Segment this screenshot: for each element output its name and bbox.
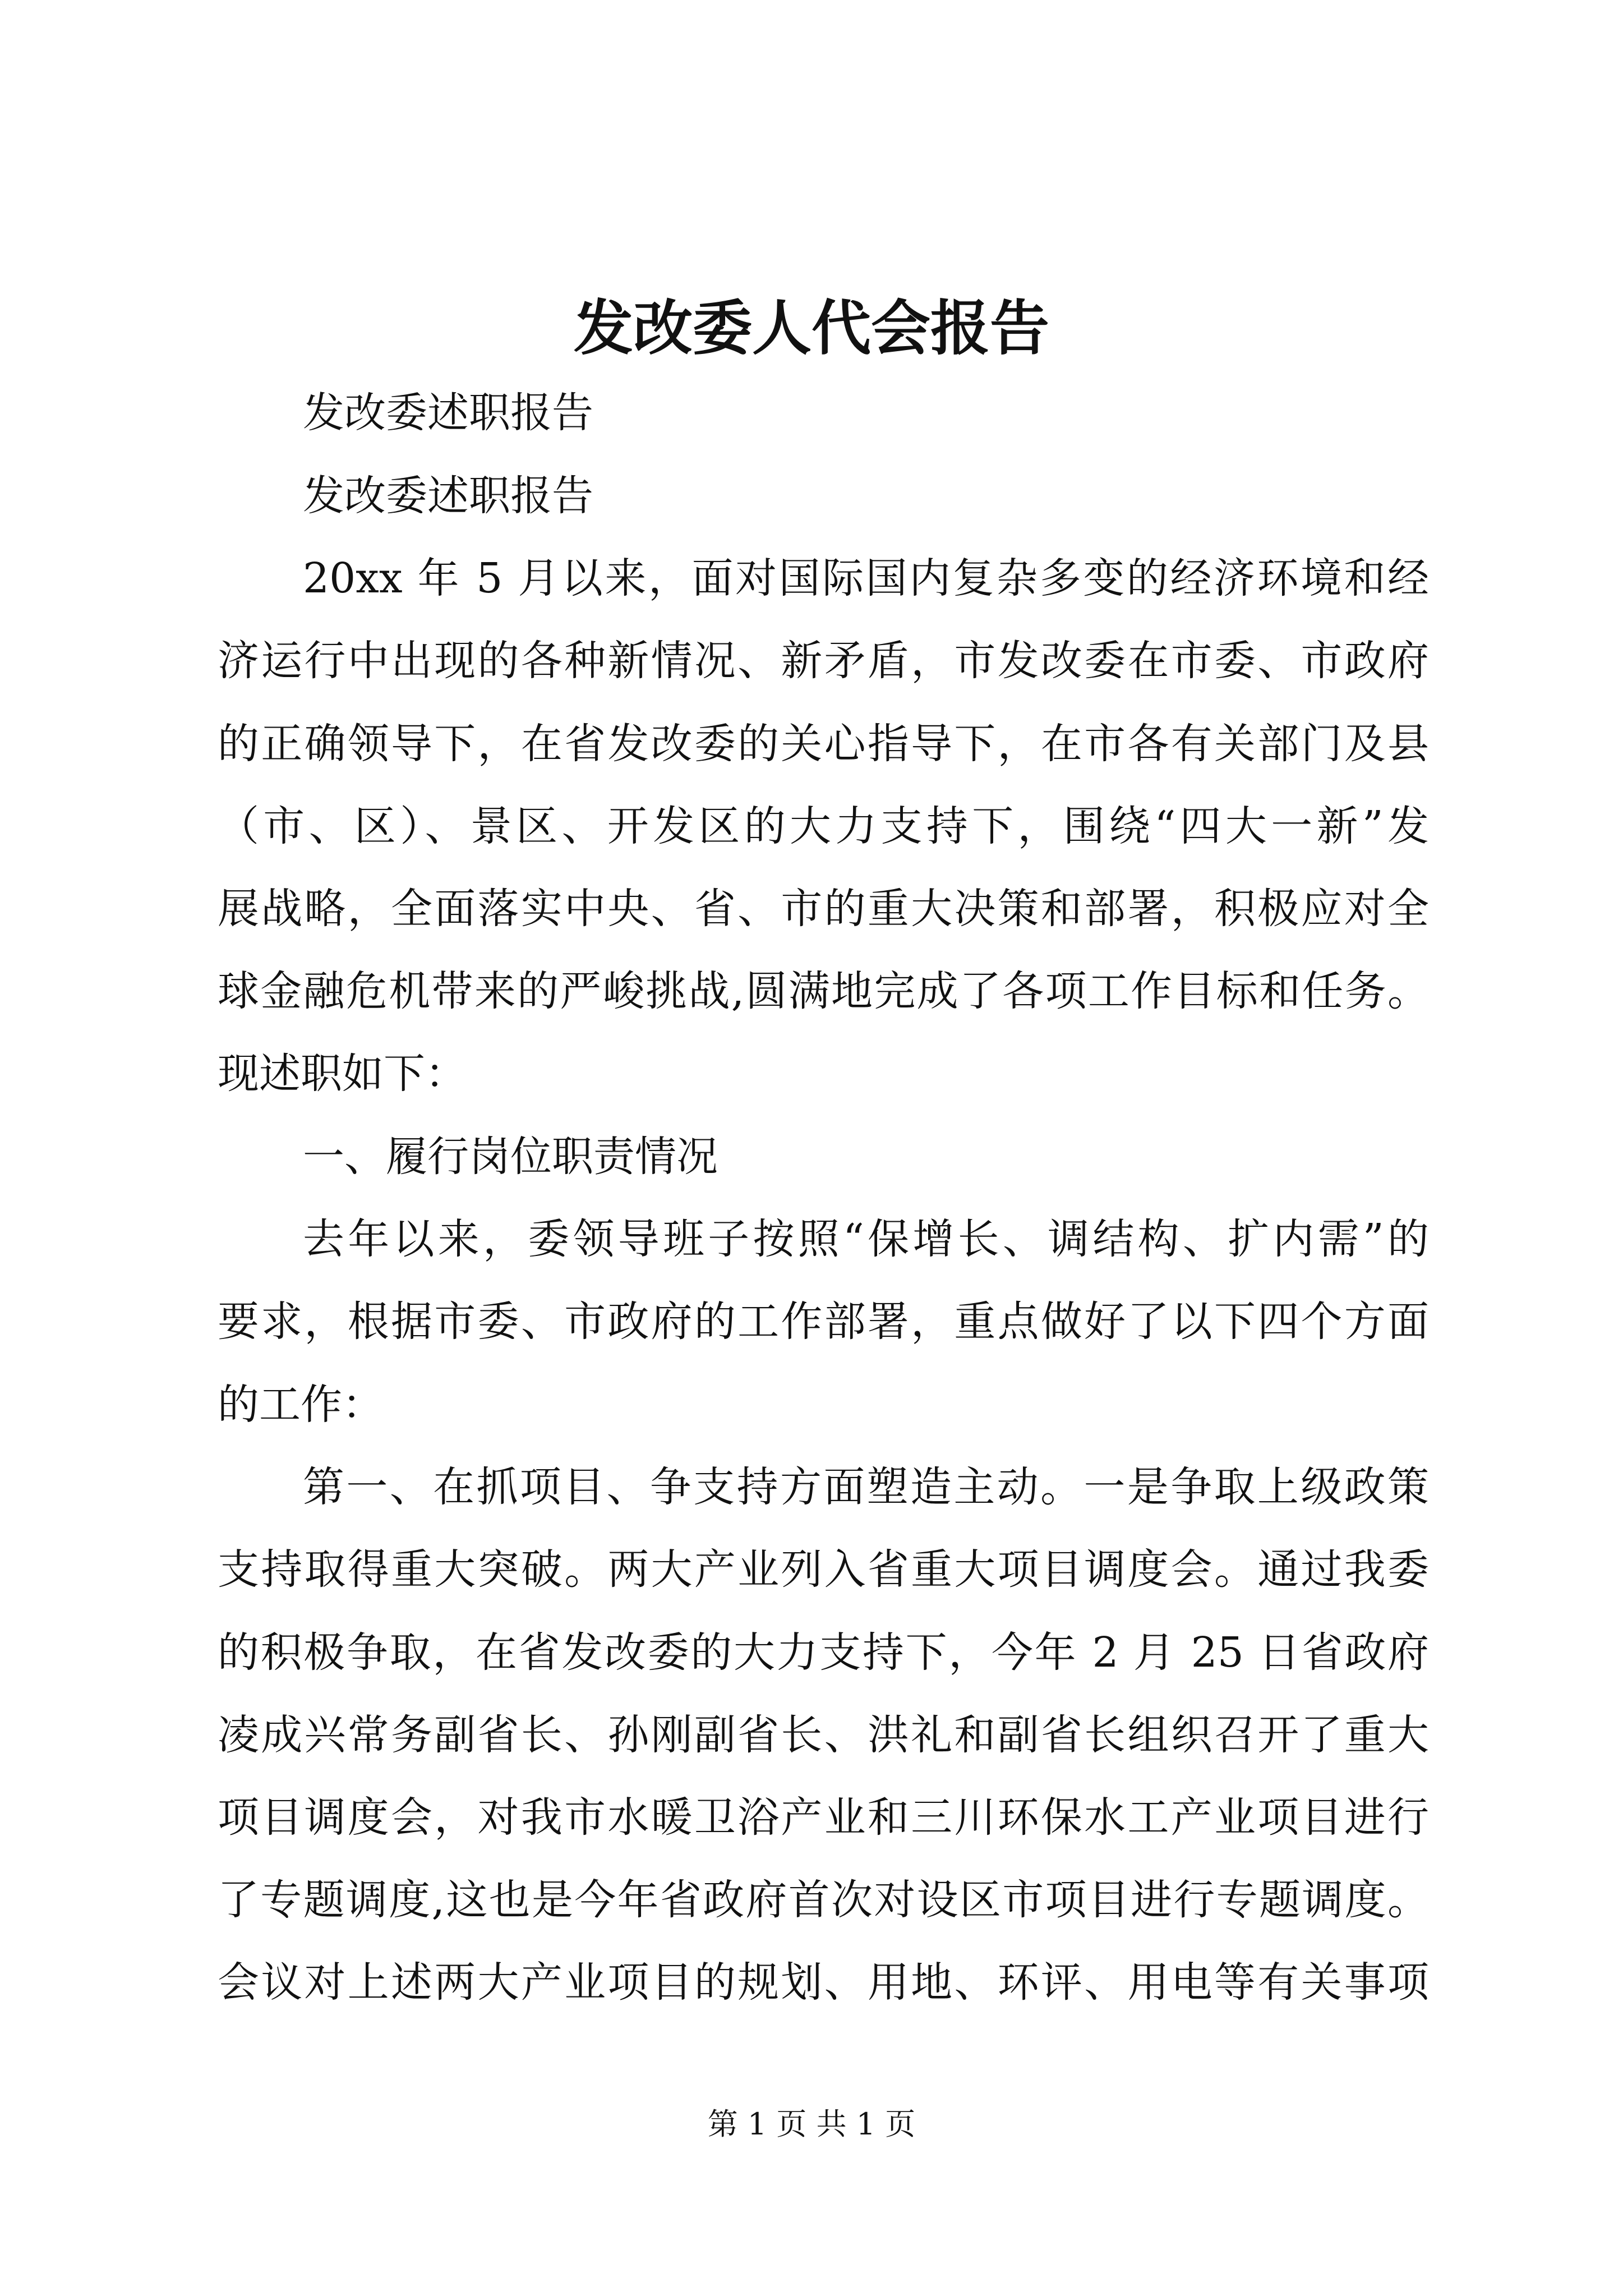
paragraph-line: 展战略，全面落实中央、省、市的重大决策和部署，积极应对全	[218, 885, 1429, 933]
paragraph-line: 去年以来，委领导班子按照“保增长、调结构、扩内需”的	[303, 1215, 1429, 1263]
subtitle-line: 发改委述职报告	[303, 389, 593, 437]
paragraph-line: （市、区）、景区、开发区的大力支持下，围绕“四大一新”发	[218, 802, 1429, 850]
paragraph-line: 20xx 年 5 月以来，面对国际国内复杂多变的经济环境和经	[303, 554, 1429, 602]
paragraph-line: 凌成兴常务副省长、孙刚副省长、洪礼和副省长组织召开了重大	[218, 1711, 1429, 1759]
paragraph-line: 会议对上述两大产业项目的规划、用地、环评、用电等有关事项	[218, 1958, 1429, 2007]
page-number-footer: 第 1 页 共 1 页	[707, 2106, 916, 2142]
paragraph-line: 要求，根据市委、市政府的工作部署，重点做好了以下四个方面	[218, 1297, 1429, 1346]
paragraph-line: 了专题调度,这也是今年省政府首次对设区市项目进行专题调度。	[218, 1876, 1429, 1924]
paragraph-line: 的积极争取，在省发改委的大力支持下，今年 2 月 25 日省政府	[218, 1628, 1429, 1677]
paragraph-line: 支持取得重大突破。两大产业列入省重大项目调度会。通过我委	[218, 1545, 1429, 1594]
document-title: 发改委人代会报告	[574, 293, 1049, 363]
section-heading: 一、履行岗位职责情况	[303, 1133, 718, 1181]
paragraph-line: 的工作：	[218, 1381, 384, 1429]
paragraph-line: 项目调度会，对我市水暖卫浴产业和三川环保水工产业项目进行	[218, 1793, 1429, 1842]
paragraph-line: 济运行中出现的各种新情况、新矛盾，市发改委在市委、市政府	[218, 637, 1429, 685]
subtitle-line: 发改委述职报告	[303, 472, 593, 520]
paragraph-line: 的正确领导下，在省发改委的关心指导下，在市各有关部门及县	[218, 720, 1429, 768]
paragraph-line: 现述职如下：	[218, 1050, 467, 1098]
paragraph-line: 第一、在抓项目、争支持方面塑造主动。一是争取上级政策	[303, 1463, 1429, 1511]
paragraph-line: 球金融危机带来的严峻挑战,圆满地完成了各项工作目标和任务。	[218, 967, 1429, 1015]
